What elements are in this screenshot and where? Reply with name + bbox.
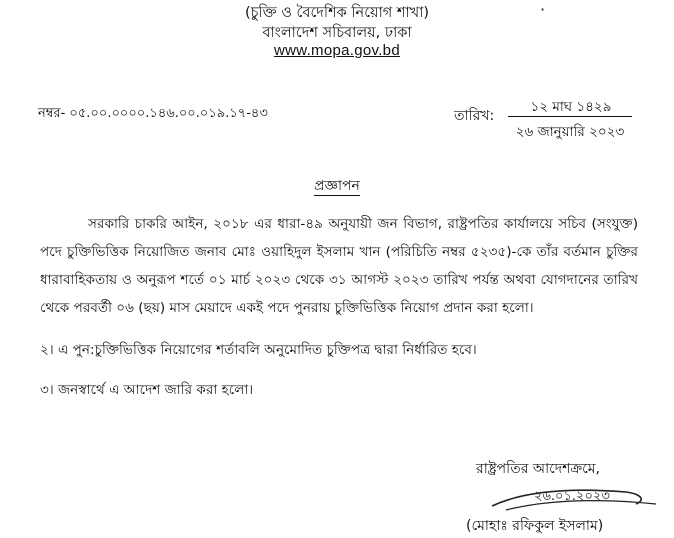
date-english: ২৬ জানুয়ারি ২০২৩ — [515, 124, 625, 140]
paragraph-2: ২। এ পুন:চুক্তিভিত্তিক নিয়োগের শর্তাবলি অনুমোদিত চুক্তিপত্র দ্বারা নির্ধারিত হবে। — [40, 342, 477, 358]
signer-name: (মোহাঃ রফিকুল ইসলাম) — [466, 518, 604, 534]
office-name: বাংলাদেশ সচিবালয়, ঢাকা — [262, 25, 412, 41]
date-divider — [508, 116, 632, 117]
paragraph-3: ৩। জনস্বার্থে এ আদেশ জারি করা হলো। — [40, 382, 254, 398]
notice-title — [0, 174, 674, 198]
website-link[interactable]: www.mopa.gov.bd — [274, 42, 400, 59]
notice-title-text: প্রজ্ঞাপন — [314, 178, 360, 194]
handwritten-date: ২৬.০১.২০২৩ — [534, 489, 610, 504]
mark-dot: · — [540, 0, 546, 19]
order-line: রাষ্ট্রপতির আদেশক্রমে, — [476, 461, 600, 477]
date-label: তারিখ: — [454, 108, 495, 124]
date-bangla: ১২ মাঘ ১৪২৯ — [530, 99, 612, 115]
paragraph-1: সরকারি চাকরি আইন, ২০১৮ এর ধারা-৪৯ অনুযায়ী জন বিভাগ, রাষ্ট্রপতির কার্যালয়ে সচিব (সংযুক্ত) পদে চুক্তিভিত্তিক নিয়োজিত জনাব মোঃ ওয়াহিদুল ইসলাম খান (পরিচিতি নম্বর ৫২৩৫)-কে তাঁর বর্তমান চুক্তির ধারাবাহিকতায় ও অনুরূপ শর্তে ০১ মার্চ ২০২৩ থেকে ৩১ আগস্ট ২০২৩ তারিখ পর্যন্ত অথবা যোগদানের তারিখ থেকে পরবর্তী ০৬ (ছয়) মাস মেয়াদে একই পদে পুনরায় চুক্তিভিত্তিক নিয়োগ প্রদান করা হলো। — [40, 216, 638, 316]
memo-number: নম্বর- ০৫.০০.০০০০.১৪৬.০০.০১৯.১৭-৪৩ — [38, 106, 268, 121]
department-name: (চুক্তি ও বৈদেশিক নিয়োগ শাখা) — [244, 5, 430, 21]
